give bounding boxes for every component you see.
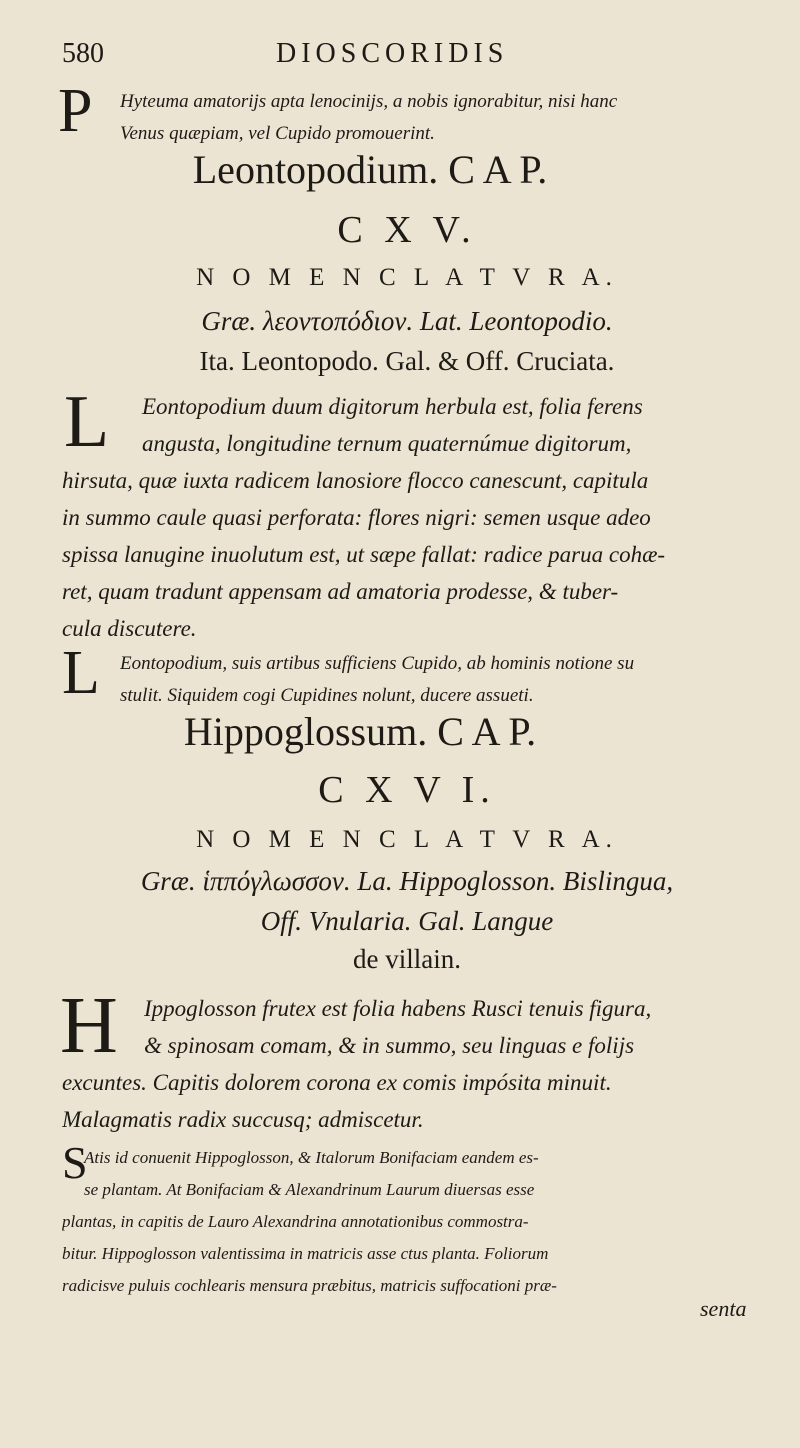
annotation-initial: L: [62, 639, 100, 707]
chapter-text: [62, 990, 762, 1138]
intro-line: Venus quæpiam, vel Cupido promouerint.: [120, 123, 435, 144]
intro-initial: P: [58, 77, 93, 145]
chapter-number: C X V.: [337, 209, 477, 251]
text-line: ret, quam tradunt appensam ad amatoria prodesse, & tuber-: [62, 579, 619, 604]
intro-line: Hyteuma amatorijs apta lenocinijs, a nobis ignorabitur, nisi hanc: [120, 91, 618, 112]
page-header: [62, 38, 752, 74]
annotation-line: bitur. Hippoglosson valentissima in matricis asse ctus planta. Foliorum: [62, 1244, 549, 1263]
text-line: Eontopodium duum digitorum herbula est, folia ferens: [142, 394, 643, 419]
running-title: DIOSCORIDIS: [276, 38, 509, 69]
intro-paragraph: [120, 86, 780, 150]
page-number: 580: [62, 38, 104, 69]
synonyms-line: Græ. λεοντοπόδιον. Lat. Leontopodio.: [201, 306, 613, 336]
annotation-line: Eontopodium, suis artibus sufficiens Cupido, ab hominis notione su: [120, 653, 635, 674]
annotation-line: radicisve puluis cochlearis mensura præbitus, matricis suffocationi præ-: [62, 1276, 557, 1295]
synonyms-line: Ita. Leontopodo. Gal. & Off. Cruciata.: [199, 346, 615, 376]
synonyms-line: Off. Vnularia. Gal. Langue: [260, 906, 554, 936]
annotation-line: Atis id conuenit Hippoglosson, & Italorum Bonifaciam eandem es-: [84, 1148, 539, 1167]
chapter-text: [62, 388, 762, 647]
text-line: Ippoglosson frutex est folia habens Rusci tenuis figura,: [144, 996, 652, 1021]
text-line: spissa lanugine inuolutum est, ut sæpe fallat: radice parua cohæ-: [62, 542, 666, 567]
text-line: excuntes. Capitis dolorem corona ex comis impósita minuit.: [62, 1070, 612, 1095]
text-line: in summo caule quasi perforata: flores nigri: semen usque adeo: [62, 505, 651, 530]
nomenclatura-heading: N O M E N C L A T V R A.: [196, 264, 618, 291]
annotation-line: se plantam. At Bonifaciam & Alexandrinum Laurum diuersas esse: [84, 1180, 535, 1199]
chapter-number: C X V I.: [318, 769, 496, 811]
synonyms-line: Græ. ἱππόγλωσσον. La. Hippoglosson. Bislingua,: [140, 866, 674, 896]
annotation-line: plantas, in capitis de Lauro Alexandrina annotationibus commostra-: [62, 1212, 529, 1231]
chapter-text-initial: H: [60, 982, 118, 1070]
annotation-initial: S: [62, 1137, 88, 1188]
synonyms-line: de villain.: [353, 944, 461, 974]
text-line: hirsuta, quæ iuxta radicem lanosiore flocco canescunt, capitula: [62, 468, 649, 493]
chapter-title: Leontopodium. C A P.: [192, 147, 548, 192]
catchword: senta: [700, 1296, 747, 1321]
text-line: cula discutere.: [62, 616, 197, 641]
annotation-text: [62, 1137, 762, 1302]
annotation-text: [120, 648, 780, 712]
text-line: angusta, longitudine ternum quaternúmue digitorum,: [142, 431, 632, 456]
chapter-title: Hippoglossum. C A P.: [183, 709, 537, 754]
text-line: & spinosam comam, & in summo, seu linguas e folijs: [144, 1033, 635, 1058]
chapter-text-initial: L: [64, 381, 110, 463]
nomenclatura-heading: N O M E N C L A T V R A.: [196, 826, 618, 853]
text-line: Malagmatis radix succusq; admiscetur.: [62, 1107, 424, 1132]
annotation-line: stulit. Siquidem cogi Cupidines nolunt, ducere assueti.: [120, 685, 534, 706]
